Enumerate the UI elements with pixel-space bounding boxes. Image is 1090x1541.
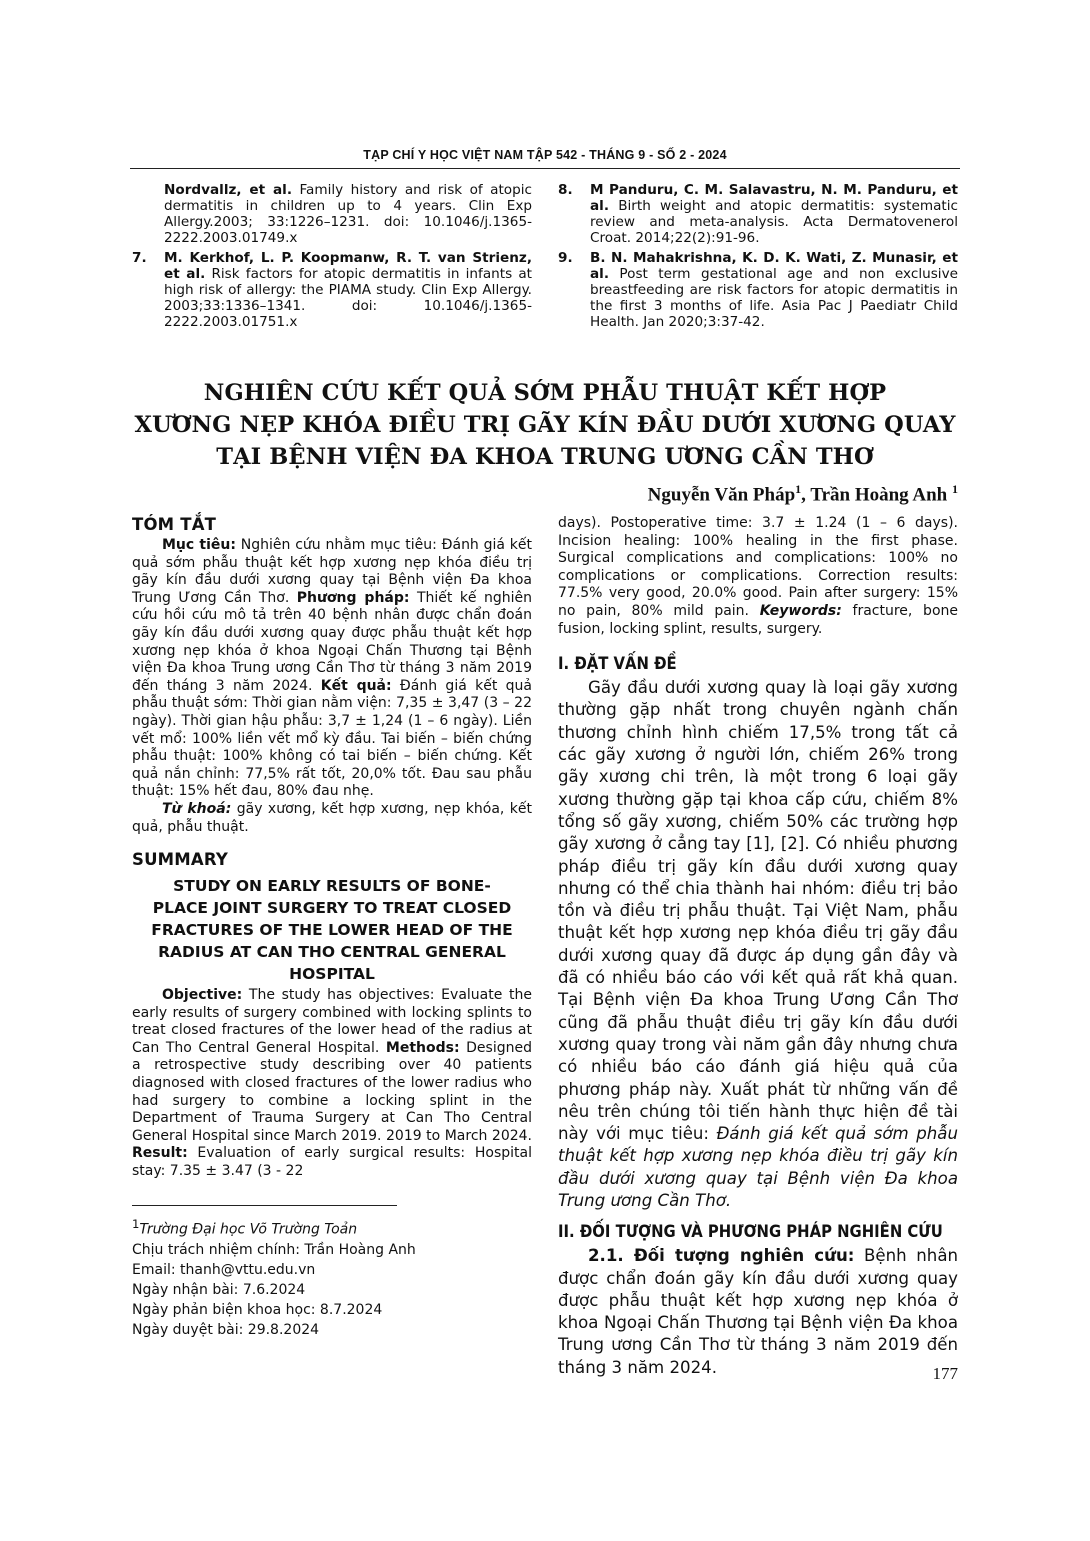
author-name: Nguyễn Văn Pháp [647,484,796,506]
author-list [648,482,958,506]
reference-text: Family history and risk of atopic dermatitis in children up to 4 years. Clin Exp Allergy.2003; 33:1226–1231. doi: 10.1046/j.1365-2222.2003.01749.x [164,182,532,246]
author-name: Trần Hoàng Anh [810,484,952,506]
title-line: NGHIÊN CỨU KẾT QUẢ SỚM PHẪU THUẬT KẾT HỢP [203,380,887,406]
abstract-vi [132,537,532,801]
footnote-reviewed: Ngày phản biện khoa học: 8.7.2024 [132,1301,383,1318]
results-label: Result: [132,1145,188,1162]
subjects-text: Bệnh nhân được chẩn đoán gãy kín đầu dưới xương quay được phẫu thuật kết hợp xương nẹp khóa ở khoa Ngoại Chấn Thương tại Bệnh viện Đa khoa Trung ương Cần Thơ từ tháng 3 năm 2019 đến tháng 3 năm 2024. [558,1246,958,1377]
footnote-affiliation [132,1214,532,1240]
header-rule [130,168,960,169]
footnote-email: Email: thanh@vttu.edu.vn [132,1261,316,1278]
objective-label: Objective: [162,987,243,1004]
keywords-label: Keywords: [759,602,842,619]
page-number: 177 [932,1364,958,1383]
summary-title-line: STUDY ON EARLY RESULTS OF BONE- [173,877,491,896]
reference-number: 9. [558,250,573,266]
reference-item [132,182,532,246]
summary-title-line: HOSPITAL [289,965,375,984]
reference-number: 7. [132,250,147,266]
methods-text: Thiết kế nghiên cứu hồi cứu mô tả trên 40 bệnh nhân được chẩn đoán gãy kín đầu dưới xương quay được phẫu thuật kết hợp xương nẹp khóa ở khoa Ngoại Chấn Thương tại Bệnh viện Đa khoa Trung ương Cần Thơ từ tháng 3 năm 2019 đến tháng 3 năm 2024. [132,589,533,694]
objective-label: Mục tiêu: [162,537,236,553]
author-affiliation-mark: 1 [795,482,802,496]
title-line: XƯƠNG NẸP KHÓA ĐIỀU TRỊ GÃY KÍN ĐẦU DƯỚI XƯƠNG QUAY [134,412,956,438]
methods-label: Methods: [385,1039,460,1056]
keywords-label: Từ khoá: [162,800,232,817]
references-right [558,182,958,334]
affiliation-name: Trường Đại học Võ Trường Toản [139,1221,358,1238]
reference-text: Post term gestational age and non exclusive breastfeeding are risk factors for atopic dermatitis in the first 3 months of life. Asia Pac J Paediatr Child Health. Jan 2020;3:37-42. [590,266,958,330]
footnotes [132,1214,532,1340]
study-objective-text: Đánh giá kết quả sớm phẫu thuật kết hợp xương nẹp khóa điều trị gãy kín đầu dưới xương quay tại Bệnh viện Đa khoa Trung ương Cần Thơ. [558,1124,958,1210]
reference-text: Risk factors for atopic dermatitis in infants at high risk of allergy: the PIAMA study. Clin Exp Allergy. 2003;33:1336–1341. doi: 10.1046/j.1365-2222.2003.01751.x [164,266,533,330]
abstract-column [132,515,532,1181]
summary-en [132,987,532,1181]
title-line: TẠI BỆNH VIỆN ĐA KHOA TRUNG ƯƠNG CẦN THƠ [216,444,874,470]
reference-authors: B. N. Mahakrishna, K. D. K. Wati, Z. Munasir, et al. [590,250,958,282]
results-label: Kết quả: [320,677,392,694]
results-text: Evaluation of early surgical results: Hospital stay: 7.35 ± 3.47 (3 - 22 [132,1145,532,1180]
summary-title [132,875,532,985]
subsection-label: 2.1. Đối tượng nghiên cứu: [588,1246,855,1266]
body-column [558,515,958,1379]
section-heading-methods: II. ĐỐI TƯỢNG VÀ PHƯƠNG PHÁP NGHIÊN CỨU [558,1222,943,1242]
summary-en-continued [558,515,958,638]
author-affiliation-mark: 1 [952,482,958,496]
article-title [130,377,960,473]
reference-item [132,250,532,330]
introduction-text: Gãy đầu dưới xương quay là loại gãy xương thường gặp nhất trong chuyên ngành chấn thương chỉnh hình chiếm 17,5% trong tất cả các gãy xương ở người lớn, chiếm 26% trong gãy xương chi trên, là một trong 6 loại gãy xương thường gặp tại khoa cấp cứu, chiếm 8% tổng số gãy xương, chiếm 50% các trường hợp gãy xương ở cẳng tay [1], [2]. Có nhiều phương pháp điều trị gãy kín đầu dưới xương quay nhưng có thể chia thành hai nhóm: điều trị bảo tồn và điều trị phẫu thuật. Tại Việt Nam, phẫu thuật kết hợp xương nẹp khóa điều trị gãy đầu dưới xương quay đã được áp dụng gần đây và đã có nhiều báo cáo với kết quả rất khả quan. Tại Bệnh viện Đa khoa Trung Ương Cần Thơ cũng đã phẫu thuật điều trị gãy kín đầu dưới xương quay trong vài năm gần đây nhưng chưa có nhiều báo cáo đánh giá hiệu quả của phương pháp này. Xuất phát từ những vấn đề nêu trên chúng tôi tiến hành thực hiện đề tài này với mục tiêu: [558,678,958,1144]
objective-text: The study has objectives: Evaluate the early results of surgery combined with locking splints to treat closed fractures of the lower head of the radius at Can Tho Central General Hospital. [132,987,532,1056]
footnote-received: Ngày nhận bài: 7.6.2024 [132,1281,306,1298]
keywords-text: gãy xương, kết hợp xương, nẹp khóa, kết quả, phẫu thuật. [132,800,532,835]
reference-item [558,250,958,330]
references-left [132,182,532,334]
results-text-continued: days). Postoperative time: 3.7 ± 1.24 (1 – 6 days). Incision healing: 100% healing in the first phase. Surgical complications and complications: 100% no complications or complications. Correction results: 77.5% very good, 20.0% good. Pain after surgery: 15% no pain, 80% mild pain. [558,515,958,619]
summary-title-line: FRACTURES OF THE LOWER HEAD OF THE [151,921,513,940]
reference-authors: Nordvallz, et al. [164,182,292,198]
introduction-paragraph [558,677,958,1212]
objective-text: Nghiên cứu nhằm mục tiêu: Đánh giá kết quả sớm phẫu thuật kết hợp xương nẹp khóa điều trị gãy kín đầu dưới xương quay tại Bệnh viện Đa khoa Trung Ương Cần Thơ. [132,537,532,606]
keywords-vi [132,801,532,836]
summary-title-line: RADIUS AT CAN THO CENTRAL GENERAL [158,943,506,962]
author-separator: , [801,484,811,506]
keywords-text: fracture, bone fusion, locking splint, results, surgery. [558,602,958,637]
section-heading-introduction: I. ĐẶT VẤN ĐỀ [558,654,677,674]
running-head: TẠP CHÍ Y HỌC VIỆT NAM TẬP 542 - THÁNG 9 - SỐ 2 - 2024 [363,148,727,162]
reference-authors: M Panduru, C. M. Salavastru, N. M. Panduru, et al. [590,182,958,214]
footnote-accepted: Ngày duyệt bài: 29.8.2024 [132,1321,320,1338]
affiliation-mark: 1 [132,1217,140,1231]
footnote-rule [132,1205,397,1206]
reference-number: 8. [558,182,573,198]
summary-title-line: PLACE JOINT SURGERY TO TREAT CLOSED [152,899,512,918]
summary-heading: SUMMARY [132,850,229,870]
methods-text: Designed a retrospective study describing over 40 patients diagnosed with closed fractures of the lower radius who had surgery to combine a locking splint in the Department of Trauma Surgery at Can Tho Central General Hospital since March 2019. 2019 to March 2024. [132,1039,532,1144]
reference-text: Birth weight and atopic dermatitis: systematic review and meta-analysis. Acta Dermatovenerol Croat. 2014;22(2):91-96. [590,198,958,246]
reference-authors: M. Kerkhof, L. P. Koopmanw, R. T. van Strienz, et al. [164,250,532,282]
subjects-paragraph [558,1245,958,1379]
footnote-corresponding: Chịu trách nhiệm chính: Trần Hoàng Anh [132,1241,416,1258]
methods-label: Phương pháp: [296,589,410,606]
abstract-heading: TÓM TẮT [132,515,217,534]
results-text: Đánh giá kết quả phẫu thuật sớm: Thời gian nằm viện: 7,35 ± 3,47 (3 – 22 ngày). Thời gian hậu phẫu: 3,7 ± 1,24 (1 – 6 ngày). Liền vết mổ: 100% liền vết mổ kỳ đầu. Tai biến – biến chứng phẫu thuật: 100% không có tai biến – biến chứng. Kết quả nắn chỉnh: 77,5% rất tốt, 20,0% tốt. Đau sau phẫu thuật: 15% hết đau, 80% đau nhẹ. [132,677,532,800]
reference-item [558,182,958,246]
